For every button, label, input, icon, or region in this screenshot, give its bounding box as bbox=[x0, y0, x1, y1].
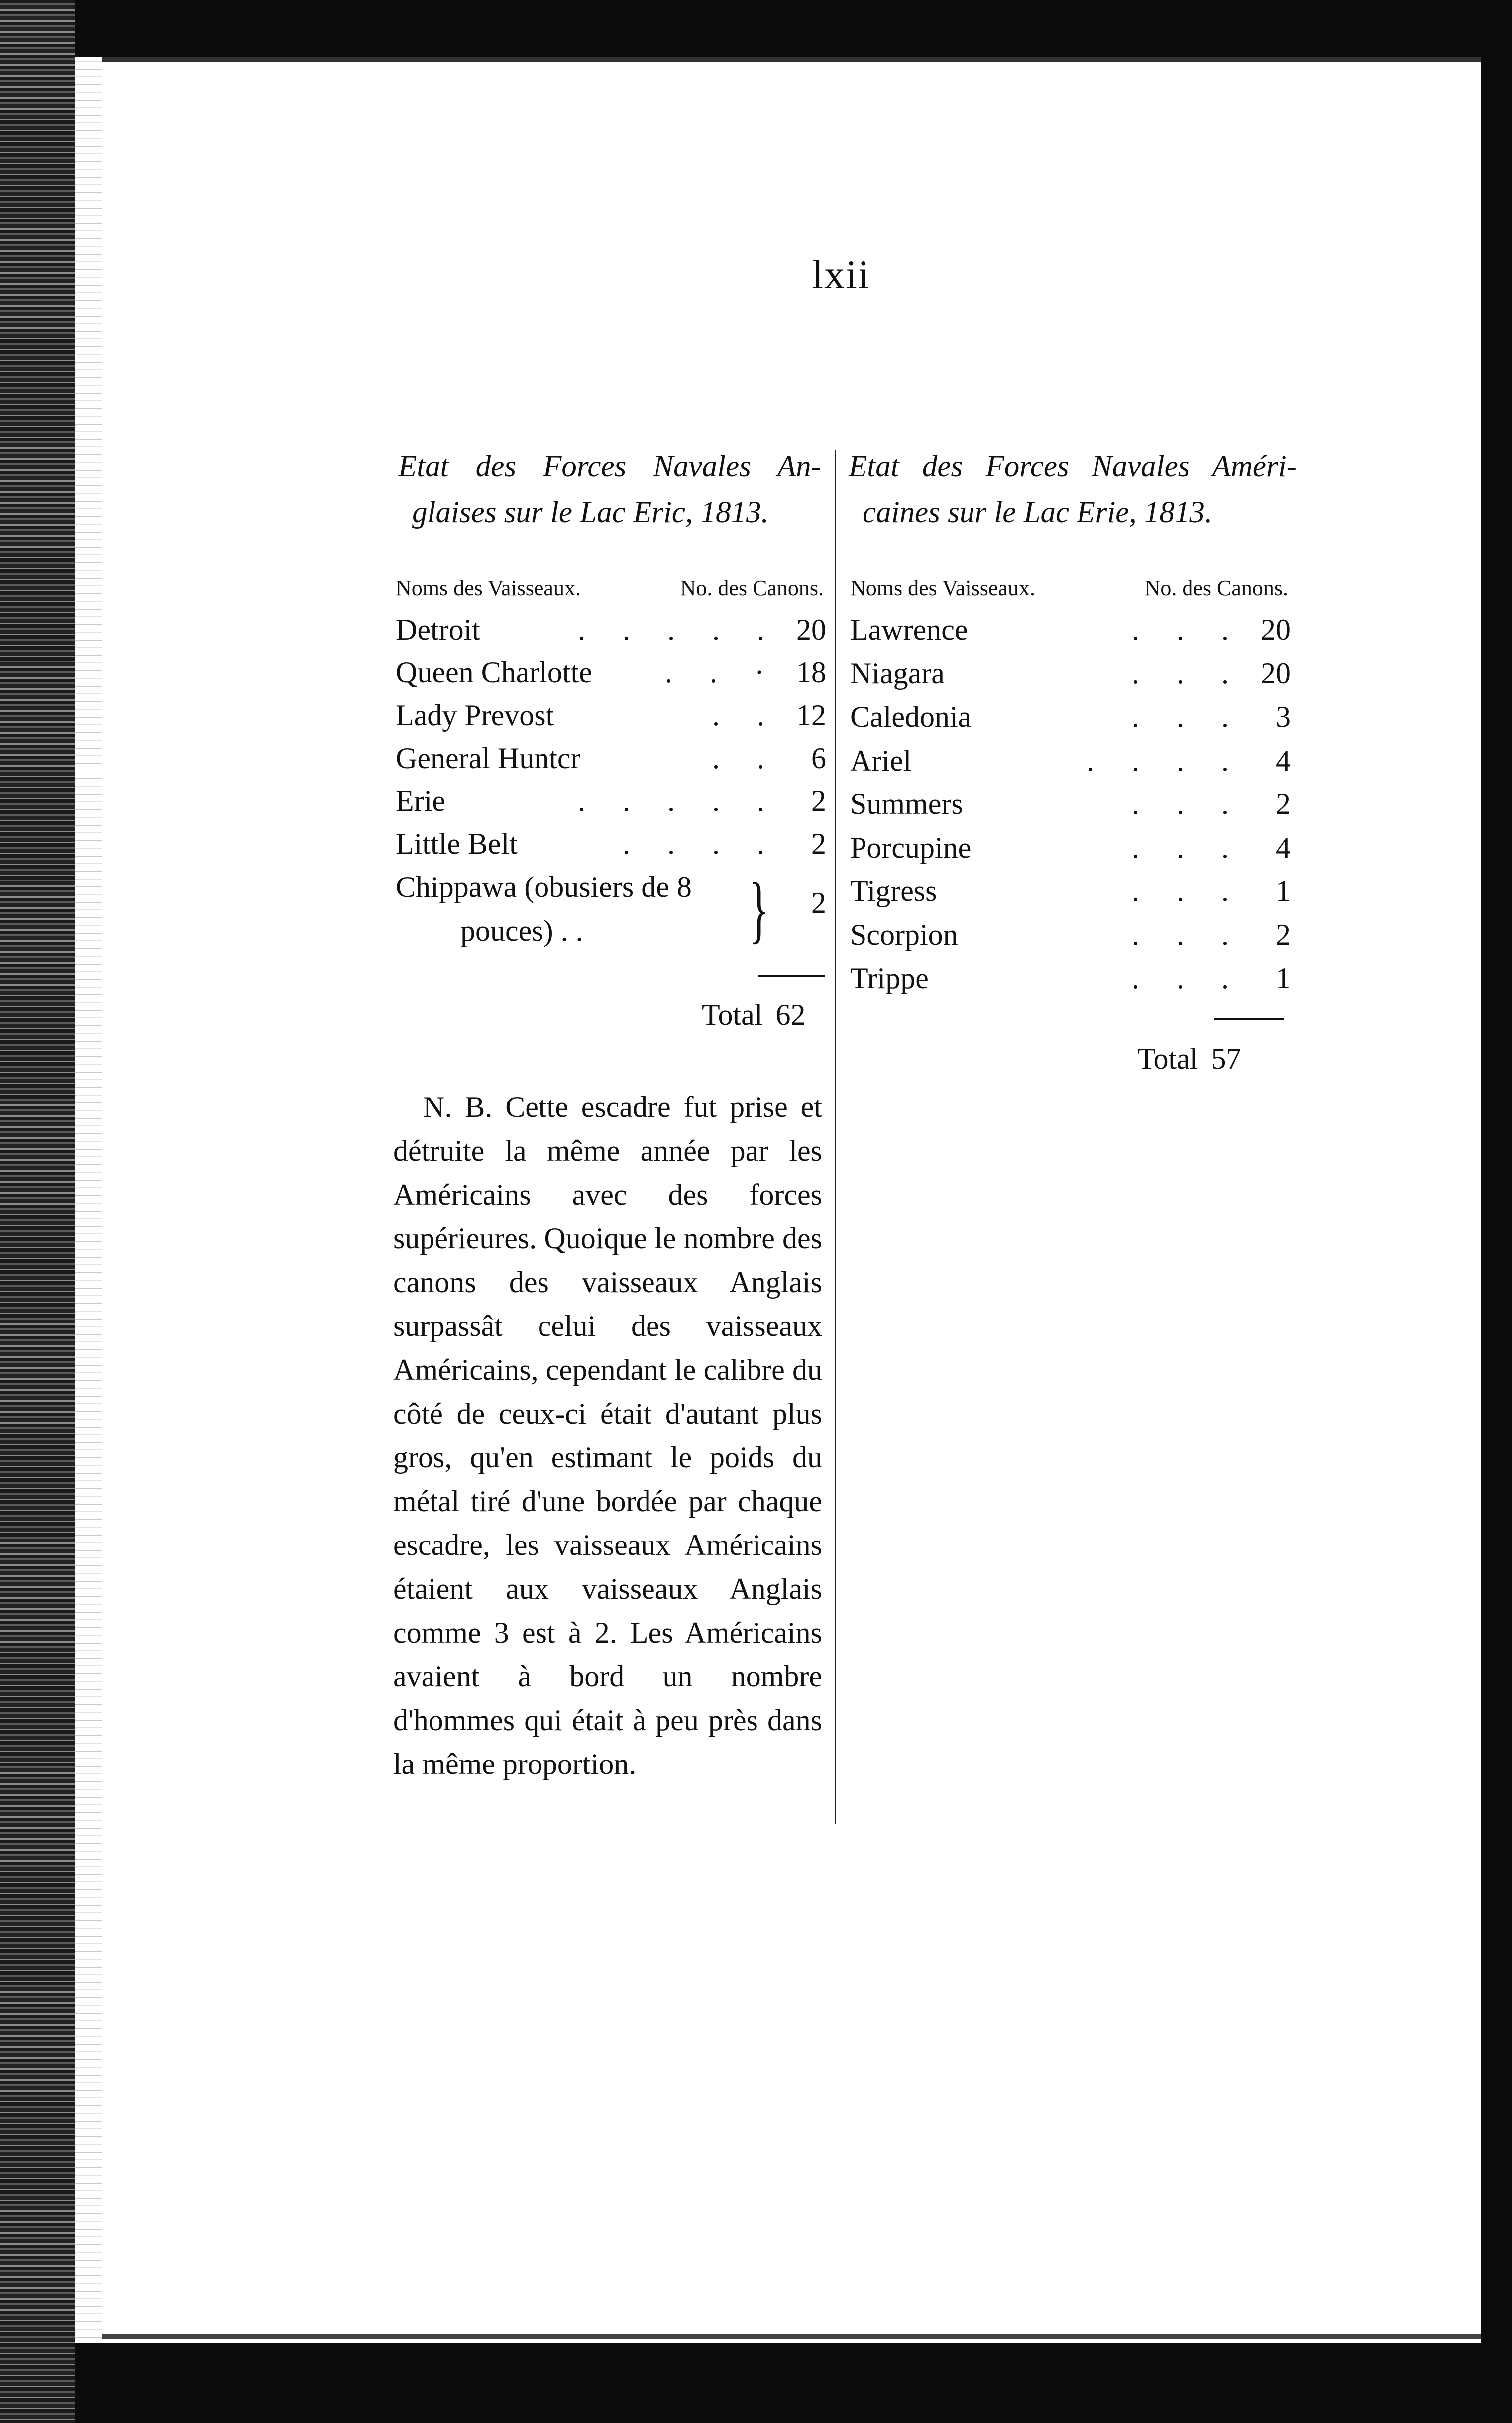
american-column-headers bbox=[850, 575, 1288, 601]
page-top-border bbox=[102, 57, 1481, 62]
page-bottom-border bbox=[102, 2334, 1481, 2339]
british-table-heading bbox=[398, 444, 821, 536]
american-ship-list bbox=[850, 608, 1291, 1000]
british-ship-row bbox=[396, 651, 826, 694]
british-ship-row bbox=[396, 779, 826, 822]
british-total bbox=[702, 998, 805, 1032]
american-col-ship-names: Noms des Vaisseaux. bbox=[850, 576, 1035, 600]
leader-dots: . . . bbox=[1132, 700, 1244, 733]
british-ship-row bbox=[396, 694, 826, 737]
brace-icon: } bbox=[749, 868, 769, 951]
ship-name: Porcupine bbox=[850, 831, 972, 864]
ship-name: Ariel bbox=[850, 744, 912, 777]
american-table-heading bbox=[849, 444, 1296, 536]
gun-count: 6 bbox=[811, 742, 826, 774]
british-column-headers bbox=[396, 575, 824, 601]
nota-bene-paragraph: N. B. Cette escadre fut prise et détruite la même année par les Américains avec des forces supérieures. Quoique le nombre des canons des vaisseaux Anglais surpassât celui des vaisseaux Américains, cependant le calibre du côté de ceux-ci était d'autant plus gros, qu'en estimant le poids du métal tiré d'une bordée par chaque escadre, les vaisseaux Américains étaient aux vaisseaux Anglais comme 3 est à 2. Les Américains avaient à bord un nombre d'hommes qui était à peu près dans la même proportion. bbox=[393, 1091, 822, 1780]
gun-count: 3 bbox=[1276, 700, 1291, 733]
leader-dots: . . bbox=[712, 742, 779, 774]
gun-count: 12 bbox=[796, 699, 826, 732]
british-ship-list bbox=[396, 608, 826, 865]
american-ship-row bbox=[850, 913, 1291, 957]
leader-dots: . . . bbox=[1132, 831, 1244, 864]
gun-count: 20 bbox=[796, 613, 826, 646]
chippawa-line-1: Chippawa (obusiers de 8 bbox=[396, 871, 692, 903]
american-ship-row bbox=[850, 695, 1291, 739]
british-col-ship-names: Noms des Vaisseaux. bbox=[396, 576, 581, 600]
leader-dots: . . . . bbox=[623, 827, 779, 860]
american-ship-row bbox=[850, 957, 1291, 1000]
gun-count: 20 bbox=[1261, 613, 1291, 646]
ship-name: General Huntcr bbox=[396, 742, 581, 774]
gun-count: 2 bbox=[811, 784, 826, 817]
gun-count: 1 bbox=[1276, 962, 1291, 994]
ship-name: Niagara bbox=[850, 657, 945, 690]
american-ship-row bbox=[850, 608, 1291, 652]
scan-top-edge bbox=[75, 0, 1512, 57]
american-total bbox=[1137, 1042, 1241, 1076]
leader-dots: . . . bbox=[1132, 657, 1244, 690]
ship-name: Trippe bbox=[850, 962, 929, 994]
ship-name: Tigress bbox=[850, 875, 937, 907]
ship-name: Erie bbox=[396, 784, 445, 817]
leader-dots: . . · bbox=[665, 656, 779, 689]
american-ship-row bbox=[850, 870, 1291, 913]
british-ship-row bbox=[396, 737, 826, 779]
ship-name: Summers bbox=[850, 787, 963, 820]
total-value: 62 bbox=[775, 998, 806, 1031]
total-label: Total bbox=[1137, 1042, 1198, 1075]
gun-count: 2 bbox=[811, 827, 826, 860]
gun-count: 20 bbox=[1261, 657, 1291, 690]
leader-dots: . . . bbox=[1132, 875, 1244, 907]
gun-count: 4 bbox=[1276, 744, 1291, 777]
american-heading-line-2: caines sur le Lac Erie, 1813. bbox=[863, 496, 1213, 529]
american-ship-row bbox=[850, 826, 1291, 870]
american-ship-row bbox=[850, 739, 1291, 783]
gun-count: 4 bbox=[1276, 831, 1291, 864]
scan-bottom-edge bbox=[75, 2343, 1512, 2423]
ship-name: Scorpion bbox=[850, 918, 958, 951]
american-heading-line-1: Etat des Forces Navales Améri- bbox=[849, 450, 1296, 483]
gun-count: 2 bbox=[1276, 787, 1291, 820]
gun-count: 2 bbox=[1276, 918, 1291, 951]
ship-name: Lawrence bbox=[850, 613, 968, 646]
leader-dots: . . . . bbox=[1087, 744, 1244, 777]
scan-right-edge bbox=[1481, 0, 1512, 2423]
american-col-guns: No. des Canons. bbox=[1144, 576, 1288, 600]
leader-dots: . . bbox=[712, 699, 779, 732]
scan-left-margin-texture bbox=[75, 0, 102, 2423]
leader-dots: . . . bbox=[1132, 918, 1244, 951]
british-col-guns: No. des Canons. bbox=[680, 576, 824, 600]
american-ship-row bbox=[850, 652, 1291, 696]
ship-name: Queen Charlotte bbox=[396, 656, 592, 689]
british-ship-row bbox=[396, 822, 826, 865]
leader-dots: . . . . . bbox=[578, 784, 779, 817]
chippawa-gun-count: 2 bbox=[811, 886, 826, 919]
ship-name: Lady Prevost bbox=[396, 699, 554, 732]
british-ship-row bbox=[396, 608, 826, 651]
leader-dots: . . . bbox=[1132, 962, 1244, 994]
ship-name: Little Belt bbox=[396, 827, 518, 860]
ship-name: Caledonia bbox=[850, 700, 972, 733]
british-heading-line-2: glaises sur le Lac Eric, 1813. bbox=[412, 496, 769, 529]
ship-name: Detroit bbox=[396, 613, 480, 646]
column-divider bbox=[835, 450, 836, 1824]
leader-dots: . . . bbox=[1132, 613, 1244, 646]
american-ship-row bbox=[850, 782, 1291, 826]
scan-left-edge bbox=[0, 0, 75, 2423]
total-value: 57 bbox=[1211, 1042, 1241, 1075]
gun-count: 18 bbox=[796, 656, 826, 689]
leader-dots: . . . bbox=[1132, 787, 1244, 820]
gun-count: 1 bbox=[1276, 875, 1291, 907]
british-heading-line-1: Etat des Forces Navales An- bbox=[398, 450, 821, 483]
british-total-rule bbox=[758, 975, 825, 977]
page-number: lxii bbox=[812, 252, 870, 297]
leader-dots: . . . . . bbox=[578, 613, 779, 646]
total-label: Total bbox=[702, 998, 763, 1031]
american-total-rule bbox=[1214, 1018, 1284, 1020]
chippawa-line-2: pouces) . . bbox=[460, 914, 583, 947]
